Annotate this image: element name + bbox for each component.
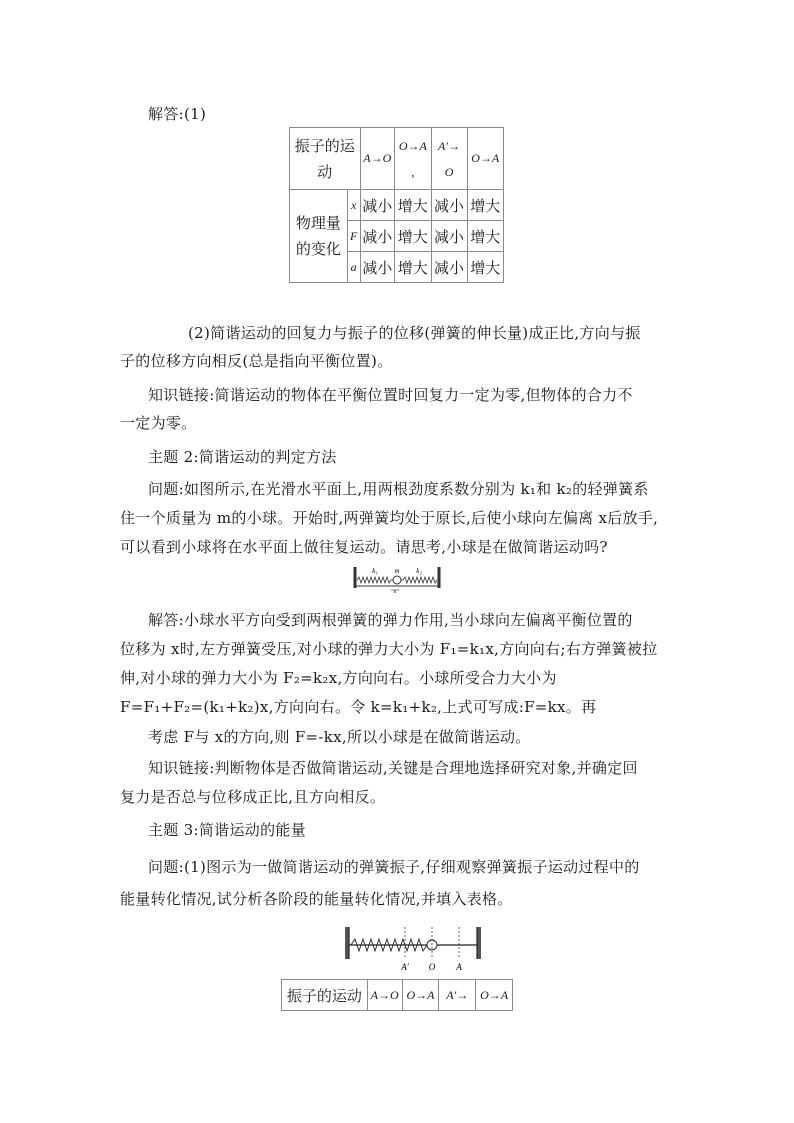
o-label: O — [428, 962, 436, 972]
k1-label: k₁ — [372, 567, 378, 575]
knowledge-link-2-line1: 知识链接:判断物体是否做简谐运动,关键是合理地选择研究对象,并确定回 — [148, 759, 638, 777]
value-cell: 减小 — [360, 221, 395, 252]
two-spring-figure — [353, 564, 441, 594]
col-o-to-a: O→A , — [395, 128, 431, 190]
var-cell: a — [347, 252, 360, 283]
group-label-cell: 物理量 的变化 — [290, 190, 348, 283]
x-label: x — [393, 589, 397, 594]
topic-2-heading: 主题 2:简谐运动的判定方法 — [148, 448, 337, 466]
motion-header-cell: 振子的运 动 — [290, 128, 361, 190]
energy-header-cell: 振子的运动 — [282, 980, 368, 1011]
value-cell: 增大 — [467, 252, 503, 283]
a-prime-label: A′ — [401, 962, 409, 972]
answer-2-line4: F=F₁+F₂=(k₁+k₂)x,方向向右。令 k=k₁+k₂,上式可写成:F=kx。再 — [120, 698, 597, 716]
value-cell: 减小 — [431, 252, 467, 283]
value-cell: 减小 — [431, 221, 467, 252]
table-row — [290, 190, 504, 221]
topic-3-heading: 主题 3:简谐运动的能量 — [148, 821, 306, 839]
value-cell: 增大 — [395, 190, 431, 221]
knowledge-link-1-line2: 一定为零。 — [120, 414, 197, 432]
value-cell: 增大 — [395, 221, 431, 252]
var-cell: F — [347, 221, 360, 252]
answer-2-line5: 考虑 F与 x的方向,则 F=-kx,所以小球是在做简谐运动。 — [148, 728, 531, 746]
question-2-line2: 住一个质量为 m的小球。开始时,两弹簧均处于原长,后使小球向左偏离 x后放手, — [120, 509, 659, 527]
answer-2-line1: 解答:小球水平方向受到两根弹簧的弹力作用,当小球向左偏离平衡位置的 — [148, 611, 633, 629]
value-cell: 减小 — [431, 190, 467, 221]
question-2-line3: 可以看到小球将在水平面上做往复运动。请思考,小球是在做简谐运动吗? — [120, 538, 608, 556]
motion-variables-table — [289, 127, 504, 283]
para-2-line2: 子的位移方向相反(总是指向平衡位置)。 — [120, 352, 393, 370]
answer-heading: 解答:(1) — [148, 105, 207, 123]
spring-oscillator-figure — [345, 925, 485, 973]
answer-2-line2: 位移为 x时,左方弹簧受压,对小球的弹力大小为 F₁=k₁x,方向向右;右方弹簧被拉 — [120, 640, 658, 658]
energy-col-aprime: A′→ — [439, 980, 476, 1011]
knowledge-link-1-line1: 知识链接:简谐运动的物体在平衡位置时回复力一定为零,但物体的合力不 — [148, 386, 633, 404]
a-label: A — [456, 962, 462, 972]
col-a-to-o: A→O — [360, 128, 395, 190]
energy-table — [281, 979, 513, 1011]
question-3-line2: 能量转化情况,试分析各阶段的能量转化情况,并填入表格。 — [120, 890, 513, 908]
table-row — [282, 980, 513, 1011]
value-cell: 减小 — [360, 252, 395, 283]
para-2-line1: (2)简谐运动的回复力与振子的位移(弹簧的伸长量)成正比,方向与振 — [188, 324, 641, 342]
col-aprime-to-o: A′→ O — [431, 128, 467, 190]
col-o-to-a-2: O→A — [467, 128, 503, 190]
answer-2-line3: 伸,对小球的弹力大小为 F₂=k₂x,方向向右。小球所受合力大小为 — [120, 669, 557, 687]
question-2-line1: 问题:如图所示,在光滑水平面上,用两根劲度系数分别为 k₁和 k₂的轻弹簧系 — [148, 480, 649, 498]
energy-col-o-to-a-2: O→A — [476, 980, 513, 1011]
question-3-line1: 问题:(1)图示为一做简谐运动的弹簧振子,仔细观察弹簧振子运动过程中的 — [148, 858, 640, 876]
var-cell: x — [347, 190, 360, 221]
value-cell: 减小 — [360, 190, 395, 221]
k2-label: k₂ — [416, 567, 422, 575]
mass-label: m — [394, 567, 400, 575]
value-cell: 增大 — [467, 221, 503, 252]
energy-col-o-to-a: O→A — [402, 980, 439, 1011]
energy-col-a-to-o: A→O — [367, 980, 402, 1011]
knowledge-link-2-line2: 复力是否总与位移成正比,且方向相反。 — [120, 788, 386, 806]
value-cell: 增大 — [395, 252, 431, 283]
value-cell: 增大 — [467, 190, 503, 221]
